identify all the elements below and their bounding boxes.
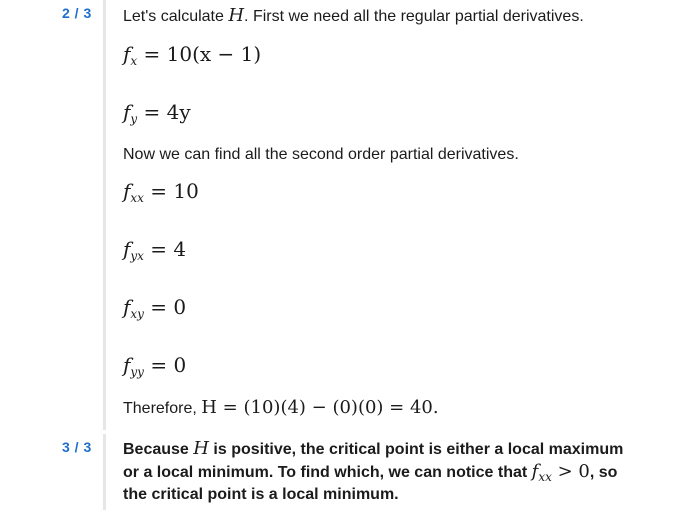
var-h: H bbox=[228, 5, 245, 26]
inline-fxx-condition: $f_{xx} > 0$ bbox=[531, 461, 590, 484]
step-number: 3 / 3 bbox=[62, 439, 92, 455]
final-line-1: Because H is positive, the critical point is either a local maximum bbox=[123, 438, 624, 459]
partial-fxx: $f_{xx} = 10$ bbox=[123, 179, 199, 205]
partial-fyx: $f_{yx} = 4$ bbox=[123, 237, 187, 263]
step-number: 2 / 3 bbox=[62, 5, 92, 21]
step-intro-text: Let's calculate H. First we need all the regular partial derivatives. bbox=[123, 5, 584, 26]
step-divider-bar bbox=[103, 0, 106, 430]
partial-fx: $f_x = 10(x - 1)$ bbox=[123, 42, 262, 68]
hessian-equation: H = (10)(4) − (0)(0) = 40. bbox=[201, 397, 439, 418]
partial-fyy: $f_{yy} = 0$ bbox=[123, 353, 187, 379]
var-h: H bbox=[193, 438, 209, 459]
partial-fxy: $f_{xy} = 0$ bbox=[123, 295, 187, 321]
hessian-conclusion: Therefore, H = (10)(4) − (0)(0) = 40. bbox=[123, 397, 439, 418]
final-line-3: the critical point is a local minimum. bbox=[123, 486, 399, 503]
partial-fy: $f_y = 4y$ bbox=[123, 100, 191, 126]
second-order-intro: Now we can find all the second order partial derivatives. bbox=[123, 146, 519, 163]
step-divider-bar bbox=[103, 434, 106, 510]
final-line-2: or a local minimum. To find which, we can notice that $f_{xx} > 0$, so bbox=[123, 461, 618, 484]
